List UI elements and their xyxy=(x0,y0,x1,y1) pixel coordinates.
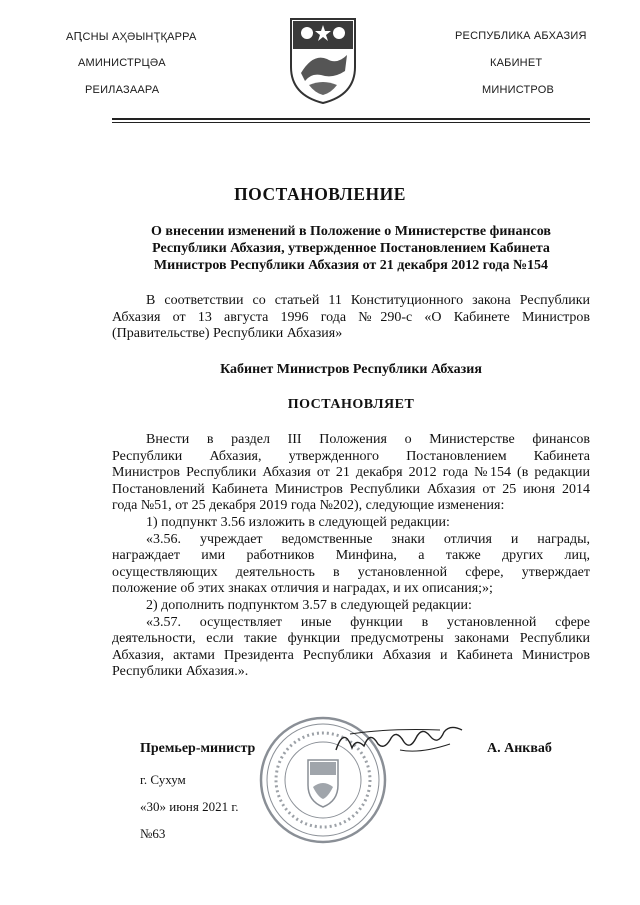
body-line: года №51, от 25 декабря 2019 года №202), следующие изменения: xyxy=(112,498,505,514)
body-line: Республики Абхазия, утвержденного Постановлением Кабинета xyxy=(112,448,590,464)
header-right-line-2: КАБИНЕТ xyxy=(490,57,543,69)
header-right-line-3: МИНИСТРОВ xyxy=(482,84,555,96)
preamble-line: В соответствии со статьей 11 Конституционного закона Республики xyxy=(146,293,590,308)
header-left-line-3: РЕИЛАЗААРА xyxy=(85,84,160,96)
resolution-body xyxy=(112,432,590,681)
document-type-title: ПОСТАНОВЛЕНИЕ xyxy=(234,184,406,204)
subject-line: Министров Республики Абхазия от 21 декабря 2012 года №154 xyxy=(153,258,549,273)
body-line: осуществляющих деятельность в установленной сфере, утверждает xyxy=(112,564,590,580)
handwritten-signature-icon xyxy=(330,720,470,760)
signatory-name: А. Анкваб xyxy=(487,741,552,756)
body-line: положение об этих знаках отличия и наградах, и их описания;»; xyxy=(112,581,493,597)
header-right-line-1: РЕСПУБЛИКА АБХАЗИЯ xyxy=(455,30,587,42)
body-line: Министров Республики Абхазия от 21 декабря 2012 года №154 (в редакции xyxy=(112,465,590,481)
resolves-heading: ПОСТАНОВЛЯЕТ xyxy=(287,397,415,412)
subject-line: Республики Абхазия, утвержденное Постановлением Кабинета xyxy=(152,241,550,256)
preamble-line: Абхазия от 13 августа 1996 года №290-с «О Кабинете Министров xyxy=(112,309,590,325)
issue-place: г. Сухум xyxy=(140,772,186,787)
document-number: №63 xyxy=(140,826,166,841)
body-line: деятельности, если такие функции предусмотрены законами Республики xyxy=(112,631,590,647)
signatory-title: Премьер-министр xyxy=(140,741,256,756)
body-line: «3.56. учреждает ведомственные знаки отличия и награды, xyxy=(146,531,590,547)
body-line: Внести в раздел III Положения о Министерстве финансов xyxy=(146,432,590,447)
body-line: награждает ими работников Минфина, а также других лиц, xyxy=(112,548,590,564)
header-rule-thick xyxy=(112,118,590,120)
header-rule-thin xyxy=(112,122,590,123)
body-line: «3.57. осуществляет иные функции в установленной сфере xyxy=(146,614,590,630)
issuer-heading: Кабинет Министров Республики Абхазия xyxy=(220,362,482,377)
document-subject xyxy=(112,223,590,274)
coat-of-arms-icon xyxy=(287,15,359,105)
body-line: 2) дополнить подпунктом 3.57 в следующей редакции: xyxy=(146,597,472,613)
preamble-line: (Правительстве) Республики Абхазия» xyxy=(112,326,343,342)
preamble xyxy=(112,293,590,343)
body-line: 1) подпункт 3.56 изложить в следующей редакции: xyxy=(146,514,450,530)
issue-date: «30» июня 2021 г. xyxy=(140,799,239,814)
body-line: Постановлений Кабинета Министров Республики Абхазия от 25 июня 2014 xyxy=(112,481,590,497)
subject-line: О внесении изменений в Положение о Министерстве финансов xyxy=(151,224,551,239)
header-left-line-1: АԤСНЫ АҲӘЫНҬҚАРРА xyxy=(66,31,197,43)
body-line: Абхазия, актами Президента Республики Абхазия и Кабинета Министров xyxy=(112,647,590,663)
header-left-line-2: АМИНИСТРЦӘА xyxy=(78,57,166,69)
body-line: Республики Абхазия.». xyxy=(112,664,249,680)
